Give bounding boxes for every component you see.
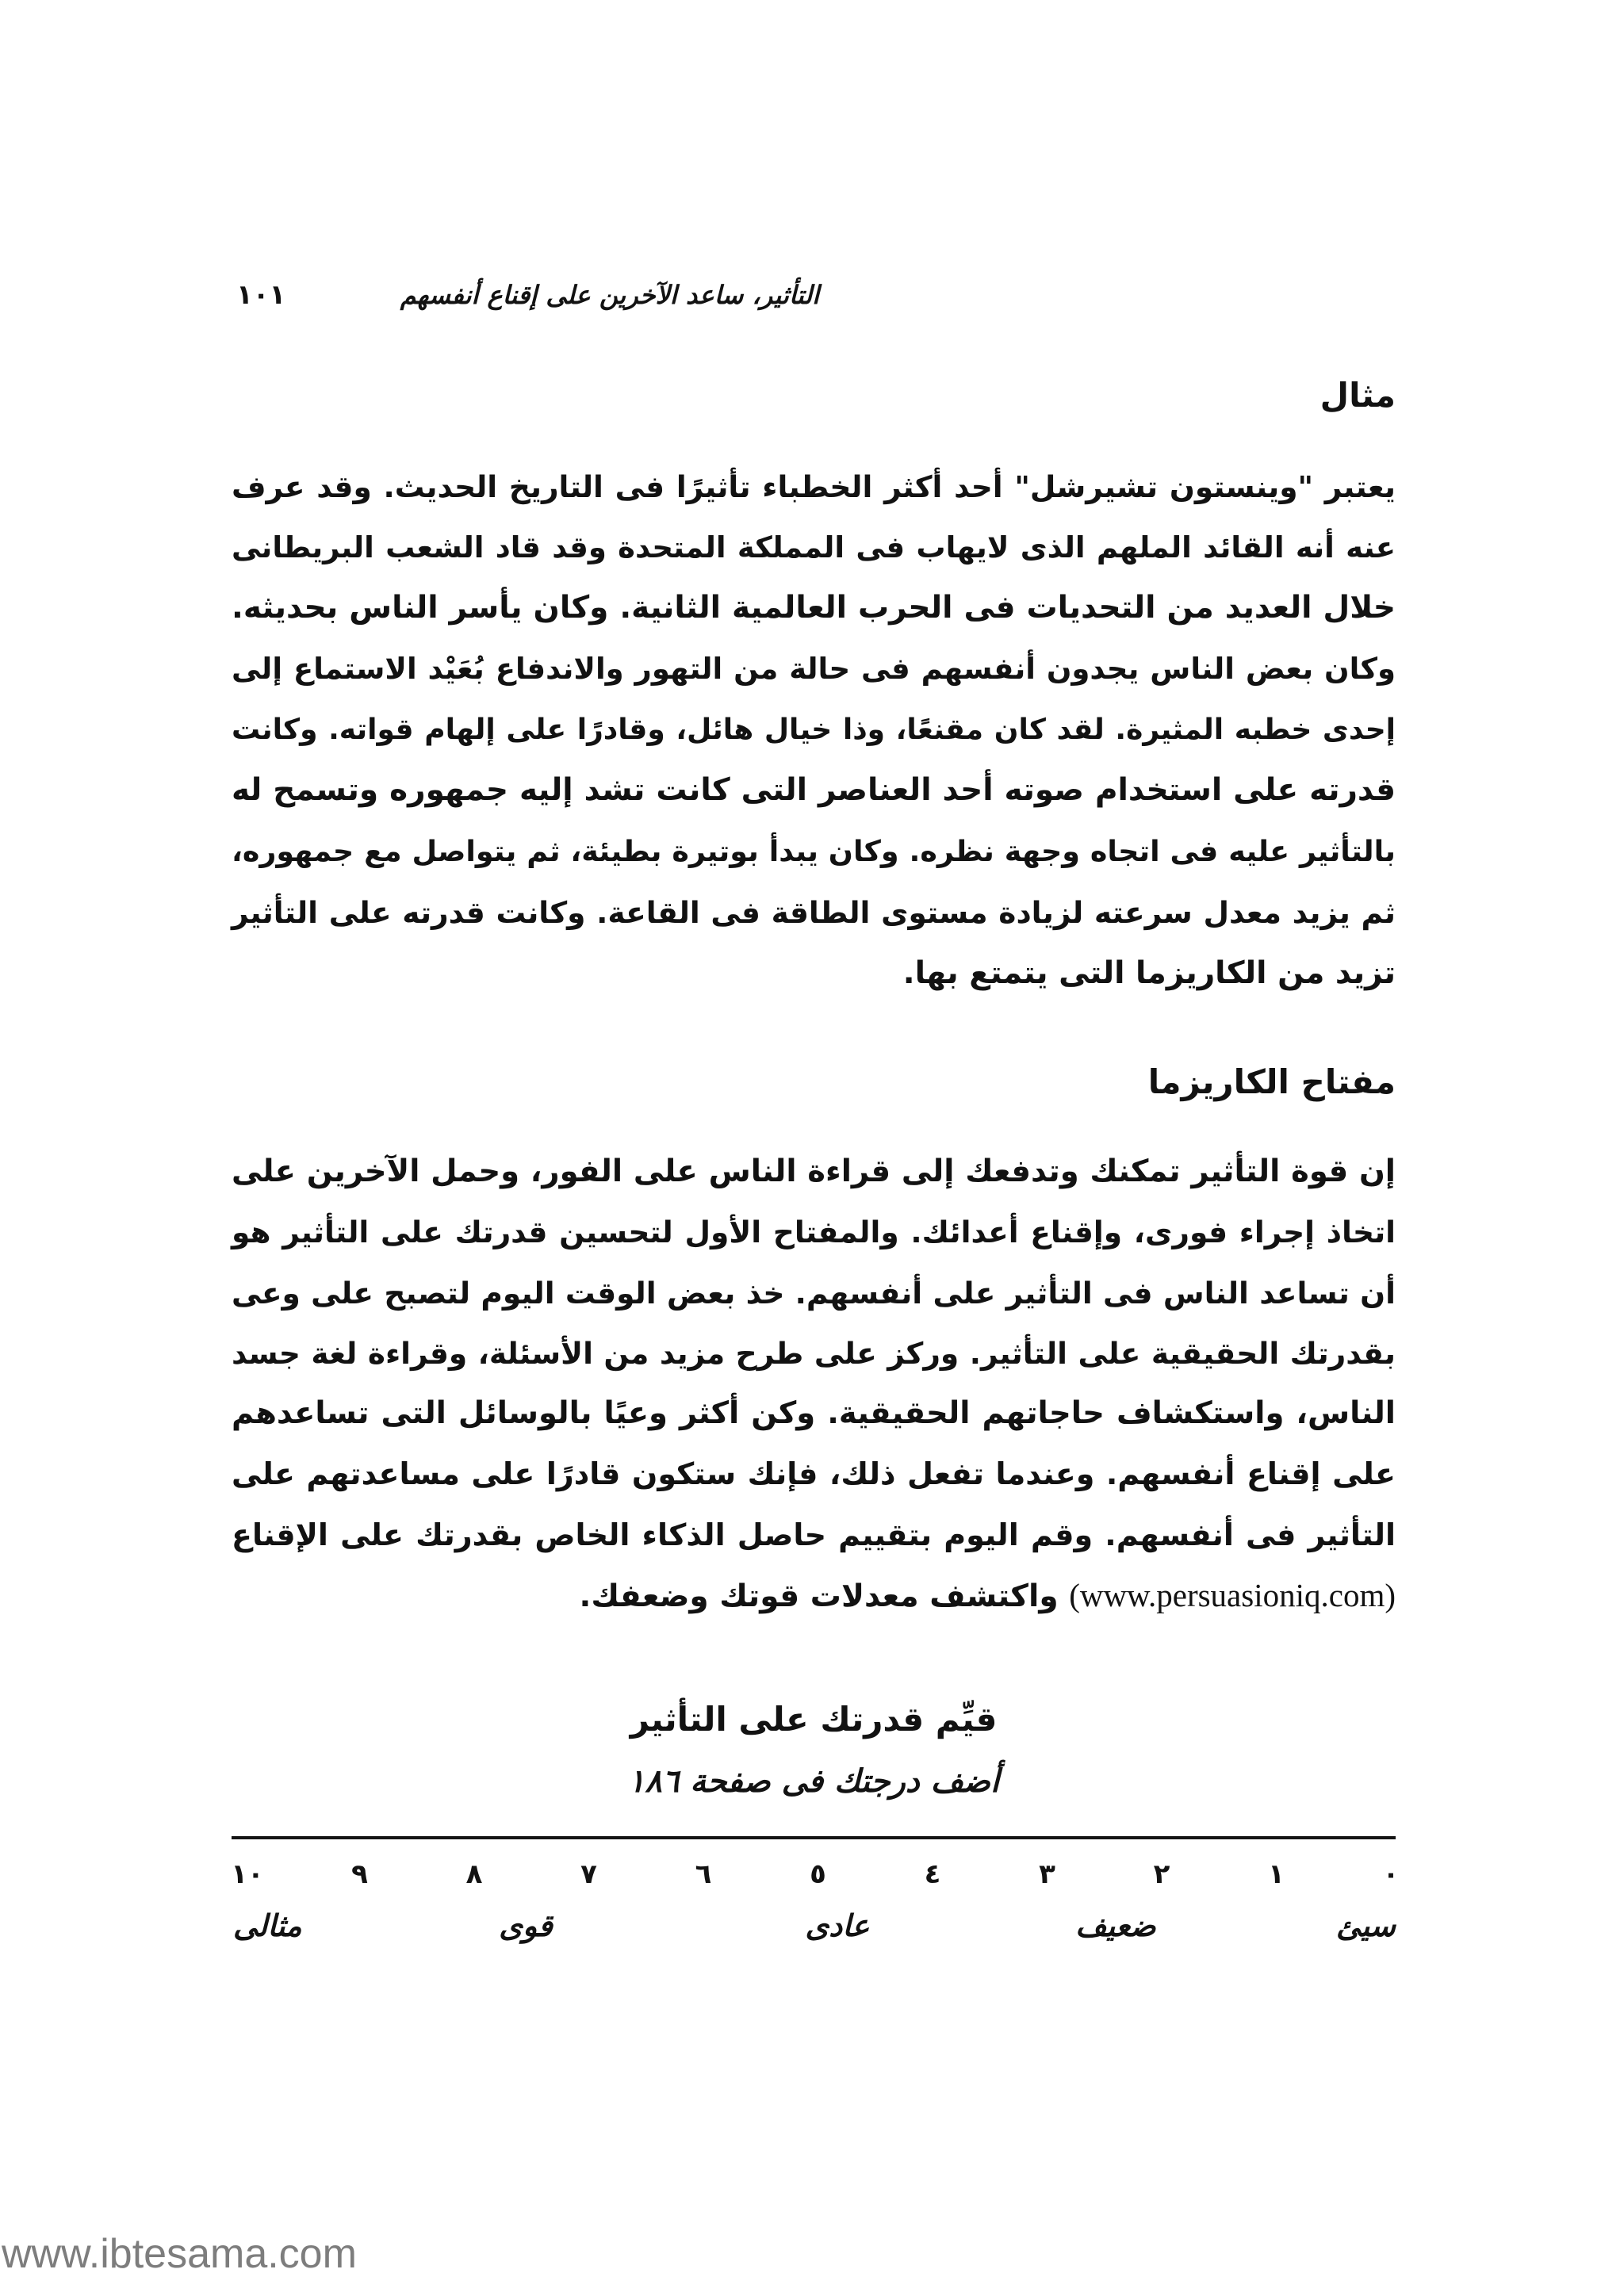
paragraph-line: يعتبر "وينستون تشيرشل" أحد أكثر الخطباء تأثيرًا فى التاريخ الحديث. وقد عرف [232,469,1396,504]
scale-label-strong: قوى [499,1908,553,1943]
rating-subtitle: أضف درجتك فى صفحة ١٨٦ [627,1763,1000,1800]
section-heading-example: مثال [1320,376,1396,415]
rating-scale-rule [232,1836,1396,1839]
scale-number: ٣ [1039,1858,1055,1890]
scale-number: ١٠ [231,1858,264,1890]
watermark: www.ibtesama.com [2,2231,357,2277]
example-paragraph [232,457,1396,1004]
scale-number: ٥ [810,1858,826,1890]
scale-number: ٩ [351,1858,368,1890]
closing-text: واكتشف معدلات قوتك وضعفك. [579,1578,1059,1615]
paragraph-line: عنه أنه القائد الملهم الذى لايهاب فى المملكة المتحدة وقد قاد الشعب البريطانى [232,530,1396,564]
rating-scale-labels [232,1902,1396,1950]
paragraph-line: خلال العديد من التحديات فى الحرب العالمية الثانية. وكان يأسر الناس بحديثه. [232,590,1396,626]
scale-label-average: عادى [805,1908,870,1943]
paragraph-line: بالتأثير عليه فى اتجاه وجهة نظره. وكان يبدأ بوتيرة بطيئة، ثم يتواصل مع جمهوره، [232,834,1396,869]
paragraph-line: إحدى خطبه المثيرة. لقد كان مقنعًا، وذا خيال هائل، وقادرًا على إلهام قواته. وكانت [232,713,1396,746]
charisma-key-paragraph [232,1142,1396,1625]
paragraph-line: الناس، واستكشاف حاجاتهم الحقيقية. وكن أكثر وعيًا بالوسائل التى تساعدهم [232,1395,1396,1432]
scale-number: ٨ [465,1858,483,1890]
scale-label-bad: سيئ [1336,1908,1396,1943]
scale-number: ٠ [1382,1858,1400,1890]
website-url: (www.persuasioniq.com) [1069,1577,1396,1614]
rating-title: قيِّم قدرتك على التأثير [630,1700,998,1739]
scale-number: ١ [1268,1858,1285,1890]
paragraph-line: بقدرتك الحقيقية على التأثير. وركز على طرح مزيد من الأسئلة، وقراءة لغة جسد [232,1335,1396,1371]
paragraph-line-with-url [232,1565,1396,1625]
paragraph-line: أن تساعد الناس فى التأثير على أنفسهم. خذ بعض الوقت اليوم لتصبح على وعى [232,1275,1396,1311]
paragraph-line: ثم يزيد معدل سرعته لزيادة مستوى الطاقة فى القاعة. وكانت قدرته على التأثير [232,894,1396,930]
scale-number: ٤ [924,1858,941,1890]
paragraph-line: قدرته على استخدام صوته أحد العناصر التى كانت تشد إليه جمهوره وتسمح له [232,772,1396,809]
paragraph-line: اتخاذ إجراء فورى، وإقناع أعدائك. والمفتاح الأول لتحسين قدرتك على التأثير هو [232,1215,1396,1250]
scale-number: ٦ [695,1858,712,1890]
scale-number: ٢ [1153,1858,1170,1890]
paragraph-line: تزيد من الكاريزما التى يتمتع بها. [902,955,1396,991]
scale-label-ideal: مثالى [233,1908,302,1943]
running-header-title: التأثير، ساعد الآخرين على إقناع أنفسهم [400,280,819,310]
page-number: ١٠١ [236,279,286,311]
section-heading-charisma-key: مفتاح الكاريزما [1147,1062,1396,1101]
rating-scale-numbers [231,1852,1400,1896]
scale-label-weak: ضعيف [1075,1908,1156,1943]
scale-number: ٧ [580,1858,597,1890]
paragraph-line: التأثير فى أنفسهم. وقم اليوم بتقييم حاصل الذكاء الخاص بقدرتك على الإقناع [232,1517,1396,1552]
paragraph-line: وكان بعض الناس يجدون أنفسهم فى حالة من التهور والاندفاع بُعَيْد الاستماع إلى [232,652,1396,687]
paragraph-line: على إقناع أنفسهم. وعندما تفعل ذلك، فإنك ستكون قادرًا على مساعدتهم على [232,1456,1396,1492]
paragraph-line: إن قوة التأثير تمكنك وتدفعك إلى قراءة الناس على الفور، وحمل الآخرين على [232,1154,1396,1189]
